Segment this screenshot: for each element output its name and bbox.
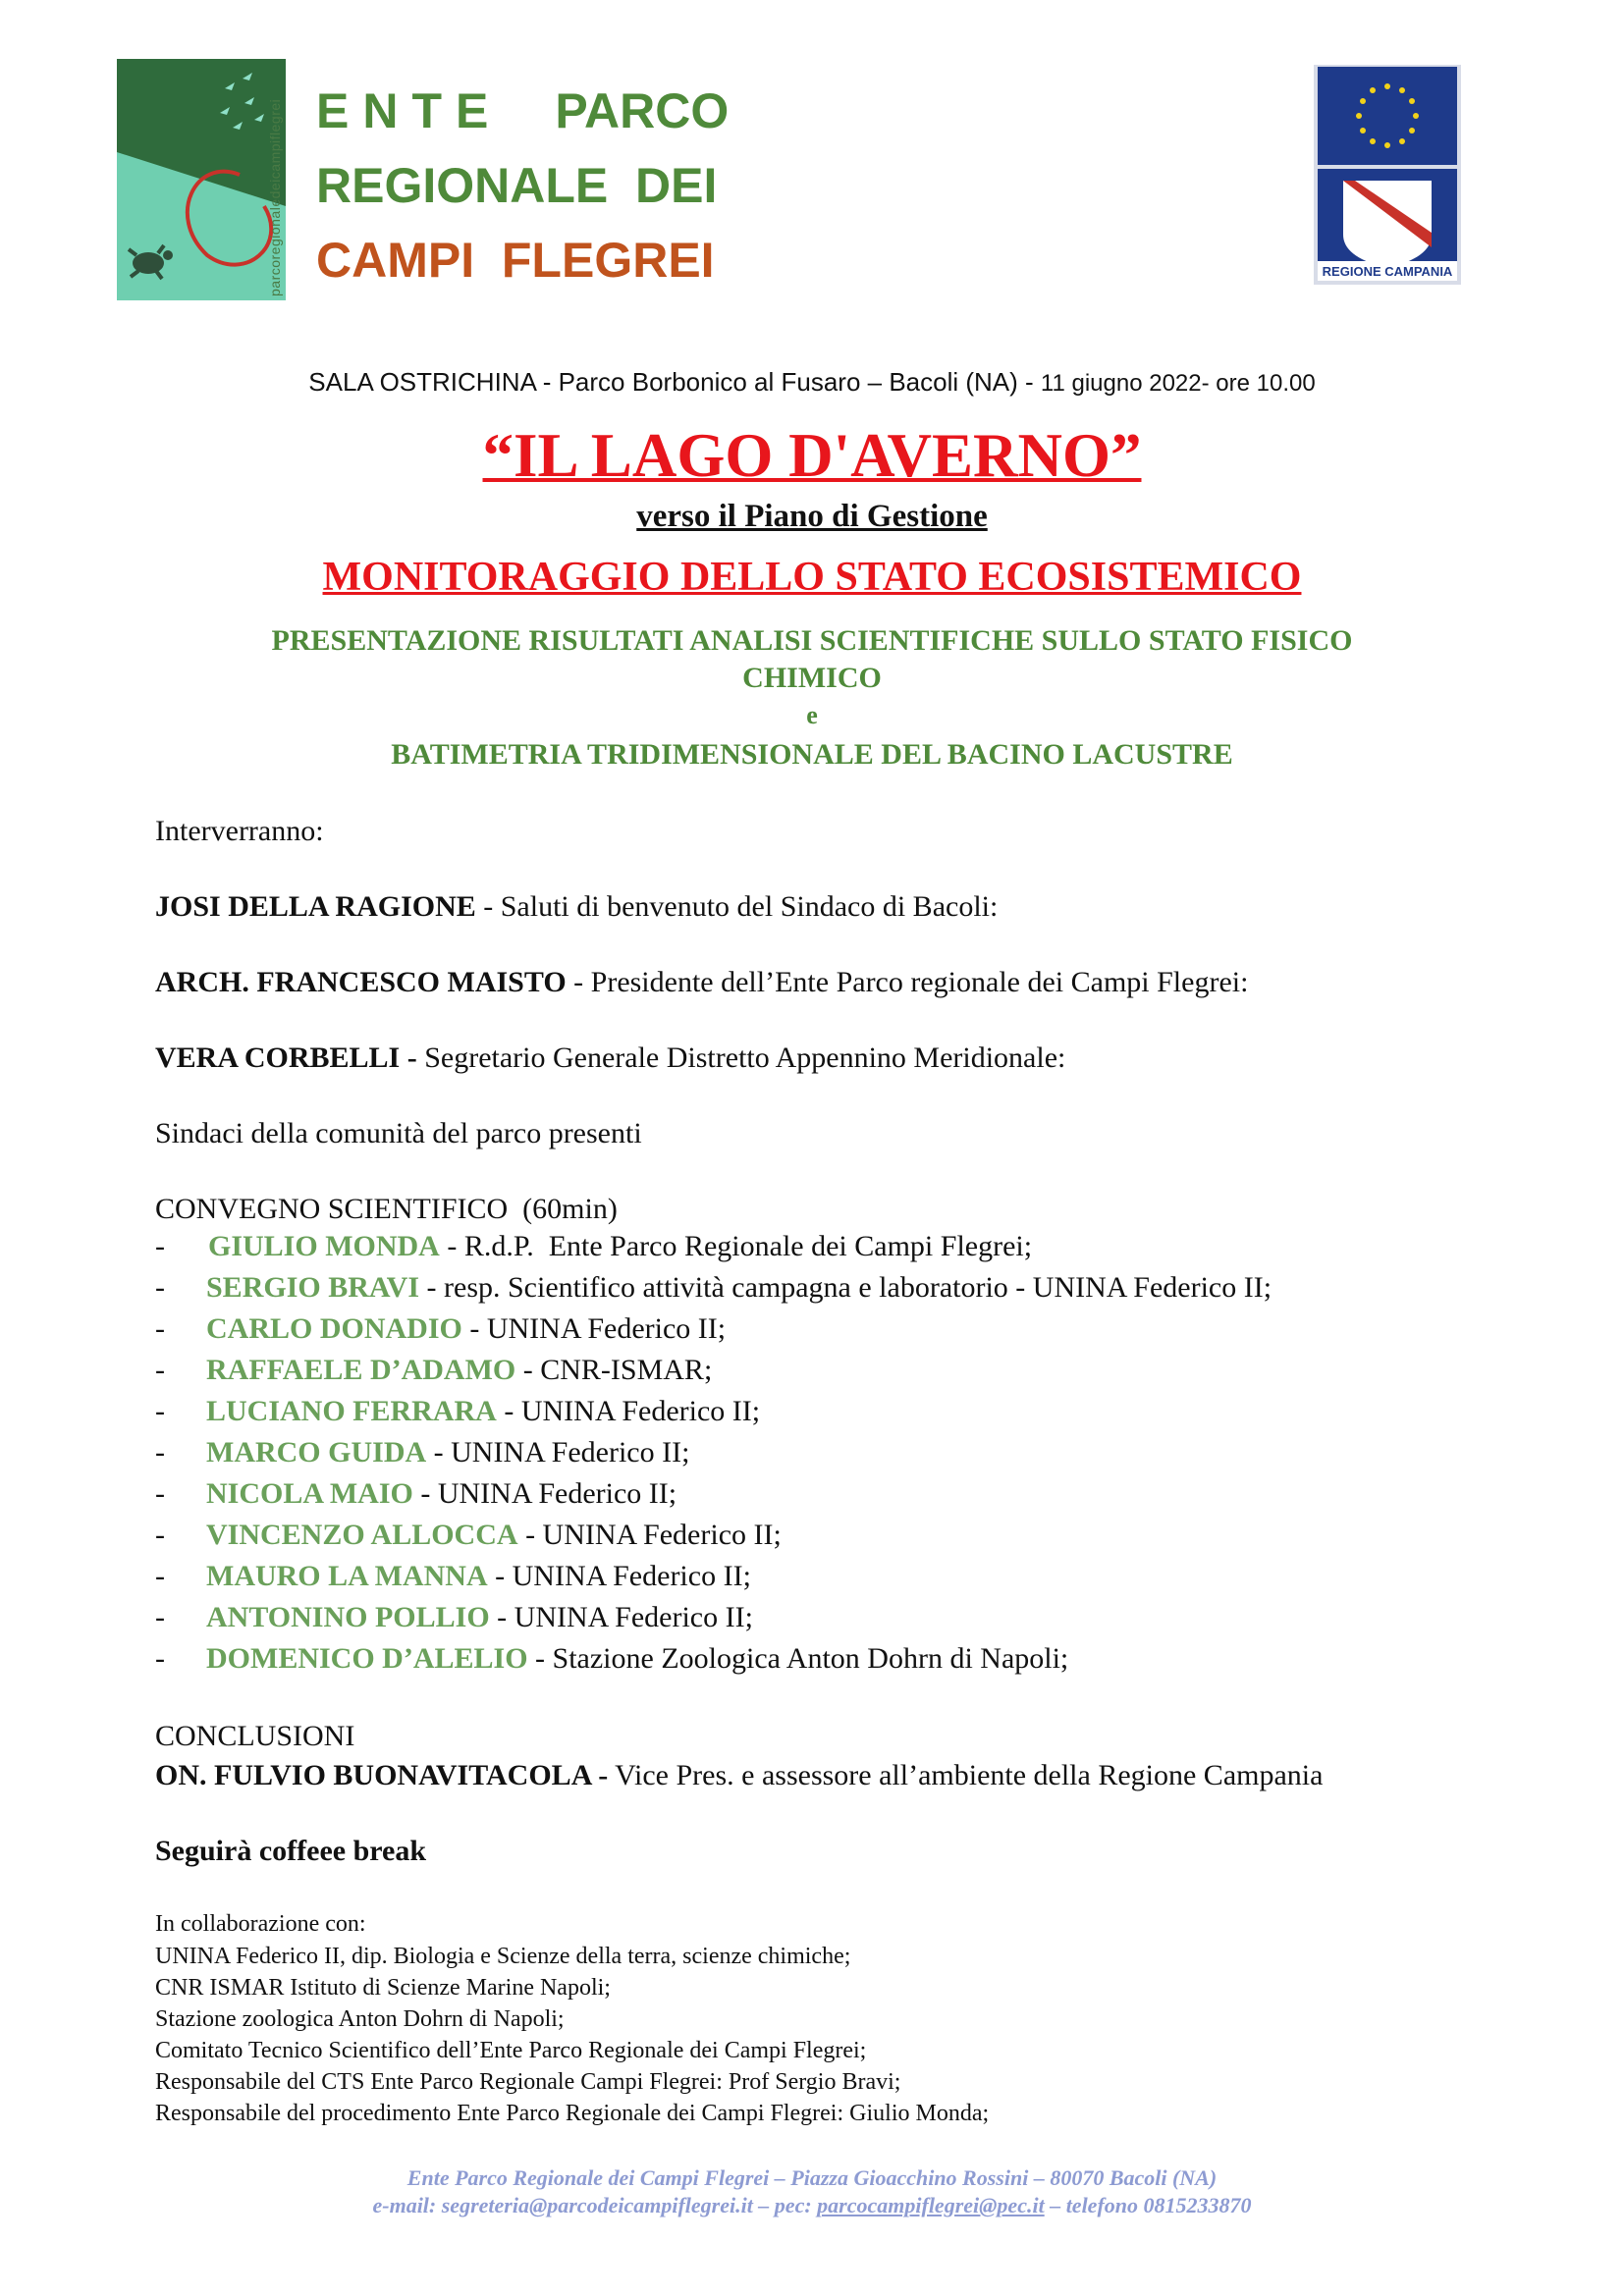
speaker-name: DOMENICO D’ALELIO [206,1642,528,1675]
speaker-affiliation: - UNINA Federico II; [496,1395,761,1427]
speaker-name: JOSI DELLA RAGIONE [155,890,476,923]
speaker-affiliation: - CNR-ISMAR; [515,1354,713,1386]
speaker-name: VINCENZO ALLOCCA [206,1519,518,1551]
speaker-name: VERA CORBELLI - [155,1041,417,1074]
venue-text: SALA OSTRICHINA - Parco Borbonico al Fusaro – Bacoli (NA) - [308,367,1034,397]
parco-word: PARCO [555,83,730,138]
speaker-affiliation: - Stazione Zoologica Anton Dohrn di Napoli; [527,1642,1069,1675]
presentation-line-2: CHIMICO [742,662,882,694]
speaker-affiliation: - resp. Scientifico attività campagna e laboratorio - UNINA Federico II; [419,1271,1272,1304]
collaboration-line: Responsabile del CTS Ente Parco Regionale Campi Flegrei: Prof Sergio Bravi; [155,2069,901,2095]
speaker-name: RAFFAELE D’ADAMO [206,1354,516,1386]
speaker-affiliation: - UNINA Federico II; [517,1519,782,1551]
speaker-affiliation: - R.d.P. Ente Parco Regionale dei Campi Flegrei; [439,1230,1033,1262]
conclusions-title: CONCLUSIONI [155,1720,355,1752]
regione-campania-logo [1304,61,1471,293]
speaker-name: MARCO GUIDA [206,1436,427,1468]
collaboration-line: Comitato Tecnico Scientifico dell’Ente Parco Regionale dei Campi Flegrei; [155,2038,867,2063]
speaker-name: ARCH. FRANCESCO MAISTO [155,966,567,998]
ente-title-line2: REGIONALE DEI [316,158,718,213]
parco-logo [117,59,286,300]
intro-text: Interverranno: [155,815,324,847]
speaker-name: ON. FULVIO BUONAVITACOLA - [155,1759,609,1791]
welcome-speaker-2 [155,966,1248,999]
speaker-affiliation: - UNINA Federico II; [487,1560,751,1592]
venue-line [0,367,1624,398]
speaker-name: GIULIO MONDA [208,1230,440,1262]
speaker-name: NICOLA MAIO [206,1477,413,1510]
speaker-affiliation: - UNINA Federico II; [461,1312,727,1345]
main-title: “IL LAGO D'AVERNO” [482,421,1142,490]
pec-link[interactable]: parcocampiflegrei@pec.it [817,2193,1045,2217]
welcome-speaker-3 [155,1041,1065,1075]
welcome-speaker-1 [155,890,998,924]
collaboration-line: CNR ISMAR Istituto di Scienze Marine Napoli; [155,1975,611,2001]
ente-title-line1 [316,82,729,139]
coffee-break: Seguirà coffeee break [155,1835,427,1867]
presentation-line-4: BATIMETRIA TRIDIMENSIONALE DEL BACINO LACUSTRE [391,738,1233,771]
speaker-name: ANTONINO POLLIO [206,1601,490,1633]
presentation-line-1: PRESENTAZIONE RISULTATI ANALISI SCIENTIFICHE SULLO STATO FISICO [271,624,1353,657]
event-date: 11 giugno 2022- ore 10.00 [1040,370,1316,397]
convegno-title: CONVEGNO SCIENTIFICO (60min) [155,1193,618,1225]
speaker-affiliation: - UNINA Federico II; [412,1477,677,1510]
eu-flag [1318,67,1457,165]
presentation-line-3: e [806,701,818,729]
logo-vertical-text: parcoregionaledeicampiflegrei [267,98,283,296]
subtitle: verso il Piano di Gestione [636,499,988,534]
ente-title-line3: CAMPI FLEGREI [316,233,715,288]
collaboration-title: In collaborazione con: [155,1911,366,1937]
footer-address: Ente Parco Regionale dei Campi Flegrei – Piazza Gioacchino Rossini – 80070 Bacoli (NA) [406,2165,1218,2190]
speaker-name: SERGIO BRAVI [206,1271,420,1304]
speaker-role: - Saluti di benvenuto del Sindaco di Bacoli: [475,890,999,923]
section-heading: MONITORAGGIO DELLO STATO ECOSISTEMICO [322,555,1302,600]
collaboration-line: UNINA Federico II, dip. Biologia e Scienze della terra, scienze chimiche; [155,1944,851,1969]
speaker-name: CARLO DONADIO [206,1312,462,1345]
mayors-text: Sindaci della comunità del parco presenti [155,1117,642,1149]
speaker-name: LUCIANO FERRARA [206,1395,497,1427]
speaker-role: Vice Pres. e assessore all’ambiente della Regione Campania [608,1759,1324,1791]
collaboration-line: Stazione zoologica Anton Dohrn di Napoli; [155,2006,565,2032]
speaker-affiliation: - UNINA Federico II; [426,1436,690,1468]
conclusions-speaker [155,1759,1323,1792]
collaboration-line: Responsabile del procedimento Ente Parco Regionale dei Campi Flegrei: Giulio Monda; [155,2101,990,2126]
speaker-role: Segretario Generale Distretto Appennino Meridionale: [416,1041,1066,1074]
svg-text:REGIONE CAMPANIA: REGIONE CAMPANIA [1322,264,1453,279]
speaker-role: - Presidente dell’Ente Parco regionale dei Campi Flegrei: [566,966,1249,998]
speaker-affiliation: - UNINA Federico II; [489,1601,753,1633]
footer-contacts: e-mail: segreteria@parcodeicampiflegrei.it – pec: parcocampiflegrei@pec.it – telefono 0815233870 [372,2193,1252,2217]
ente-word: ENTE [316,83,503,138]
speaker-name: MAURO LA MANNA [206,1560,488,1592]
